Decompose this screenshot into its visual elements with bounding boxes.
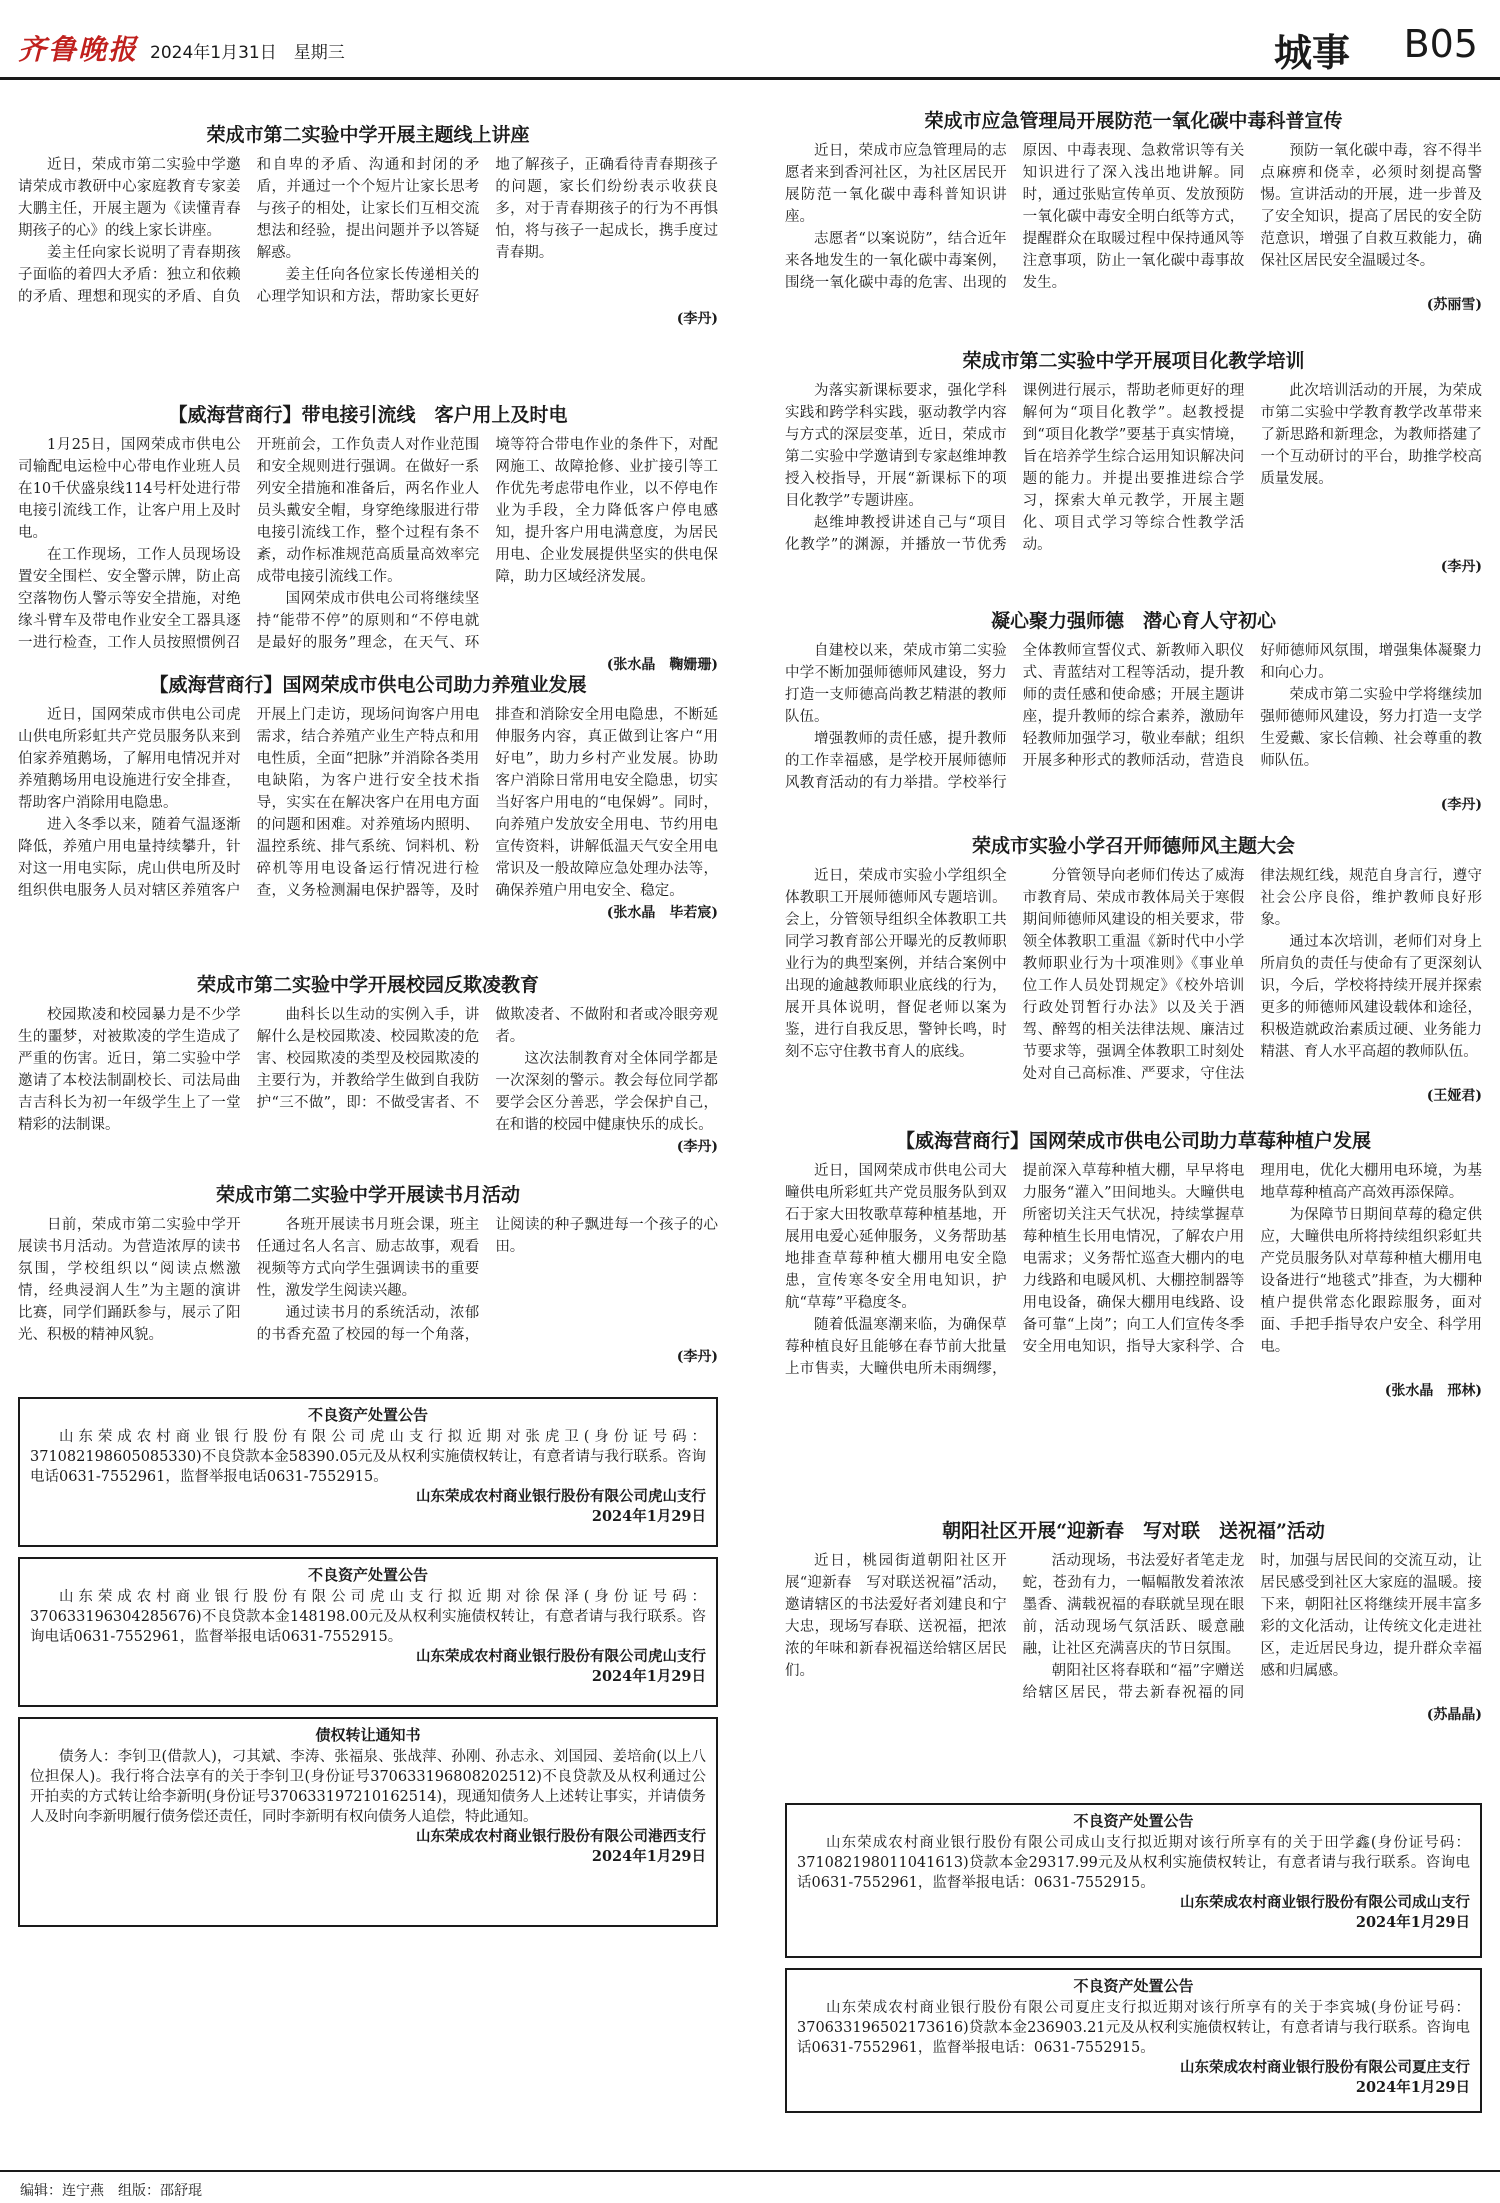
article-paragraph: 此次培训活动的开展，为荣成市第二实验中学教育教学改革带来了新思路和新理念，为教师搭建了一个互动研讨的平台，助推学校高质量发展。 (1260, 383, 1482, 487)
article-paragraph: 为保障节日期间草莓的稳定供应，大疃供电所将持续组织彩虹共产党员服务队对草莓种植大棚用电设备进行“地毯式”排查，为大棚种植户提供常态化跟踪服务，面对面、手把手指导农户安全、科学用电。 (1260, 1207, 1482, 1355)
article (785, 348, 1482, 608)
article-paragraph: 活动现场，书法爱好者笔走龙蛇，苍劲有力，一幅幅散发着浓浓墨香、满载祝福的春联就呈现在眼前，活动现场气氛活跃、暖意融融，让社区充满喜庆的节日氛围。 (1022, 1553, 1245, 1657)
article-title: 荣成市第二实验中学开展读书月活动 (215, 1184, 520, 1206)
article-paragraph: 增强教师的责任感，提升教师的工作幸福感，是学校开展师德师风教育活动的有力举措。学校举行全体教师宣誓仪式、新教师入职仪式、青蓝结对工程等活动，提升教师的责任感和使命感；开展主题讲座，提升教师的综合素养，激励年轻教师加强学习，敬业奉献；组织开展多种形式的教师活动，营造良好师德师风氛围，增强集体凝聚力和向心力。 (785, 643, 1482, 791)
article-paragraph: 校园欺凌和校园暴力是不少学生的噩梦，对被欺凌的学生造成了严重的伤害。近日，第二实验中学邀请了本校法制副校长、司法局曲吉吉科长为初一年级学生上了一堂精彩的法制课。 (18, 1007, 241, 1133)
article (785, 1128, 1482, 1518)
article-paragraph: 曲科长以生动的实例入手，讲解什么是校园欺凌、校园欺凌的危害、校园欺凌的类型及校园欺凌的主要行为，并教给学生做到自我防护“三不做”，即：不做受害者、不做欺凌者、不做附和者或冷眼旁观者。 (256, 1007, 718, 1111)
notice-box (18, 1397, 718, 1547)
notice-title: 债权转让通知书 (315, 1726, 421, 1744)
article (18, 402, 718, 672)
article-byline: (李丹) (676, 1139, 718, 1155)
article-paragraph: 随着低温寒潮来临，为确保草莓种植良好且能够在春节前大批量上市售卖，大疃供电所未雨绸缪，提前深入草莓种植大棚，早早将电力服务“灌入”田间地头。大疃供电所密切关注天气状况，持续掌握草莓种植生长用电情况，了解农户用电需求；义务帮忙巡查大棚内的电力线路和电暖风机、大棚控制器等用电设备，确保大棚用电线路、设备可靠“上岗”；向工人们宣传冬季安全用电知识，指导大家科学、合理用电，优化大棚用电环境，为基地草莓种植高产高效再添保障。 (785, 1163, 1482, 1377)
notice-signature: 山东荣成农村商业银行股份有限公司虎山支行 (416, 1648, 706, 1665)
article (18, 122, 718, 402)
notice-text: 山东荣成农村商业银行股份有限公司虎山支行拟近期对张虎卫(身份证号码：371082198605085330)不良贷款本金58390.05元及从权利实施债权转让，有意者请与我行联系。咨询电话0631-7552961，监督举报电话0631-7552915。 (30, 1429, 706, 1485)
article (18, 1182, 718, 1397)
notice-text: 山东荣成农村商业银行股份有限公司成山支行拟近期对该行所享有的关于田学鑫(身份证号码：371082198011041613)贷款本金29317.99元及从权利实施债权转让，有意者请与我行联系。咨询电话0631-7552961，监督举报电话：0631-7552915。 (797, 1835, 1470, 1891)
notice-signature: 山东荣成农村商业银行股份有限公司夏庄支行 (1180, 2059, 1470, 2076)
article-paragraph: 通过读书月的系统活动，浓郁的书香充盈了校园的每一个角落，让阅读的种子飘进每一个孩子的心田。 (256, 1217, 718, 1343)
article-paragraph: 姜主任向家长说明了青春期孩子面临的着四大矛盾：独立和依赖的矛盾、理想和现实的矛盾、自负和自卑的矛盾、沟通和封闭的矛盾，并通过一个个短片让家长思考与孩子的相处，让家长们互相交流想法和经验，提出问题并予以答疑解惑。 (18, 157, 480, 305)
article-byline: (李丹) (1440, 797, 1482, 813)
article (18, 972, 718, 1182)
article-paragraph: 各班开展读书月班会课，班主任通过名人名言、励志故事，观看视频等方式向学生强调读书的重要性，激发学生阅读兴趣。 (256, 1217, 480, 1299)
article-byline: (李丹) (676, 1349, 718, 1365)
notice-signature: 山东荣成农村商业银行股份有限公司港西支行 (416, 1828, 706, 1845)
notice-date: 2024年1月29日 (591, 1668, 706, 1685)
notice-date: 2024年1月29日 (1355, 2079, 1470, 2096)
article-paragraph: 志愿者“以案说防”，结合近年来各地发生的一氧化碳中毒案例，围绕一氧化碳中毒的危害、出现的原因、中毒表现、急救常识等有关知识进行了深入浅出地讲解。同时，通过张贴宣传单页、发放预防一氧化碳中毒安全明白纸等方式，提醒群众在取暖过程中保持通风等注意事项，防止一氧化碳中毒事故发生。 (785, 143, 1245, 291)
article-title: 朝阳社区开展“迎新春 写对联 送祝福”活动 (942, 1520, 1325, 1542)
article-body (18, 154, 718, 308)
article-byline: (李丹) (1440, 559, 1482, 575)
article-paragraph: 分管领导向老师们传达了威海市教育局、荣成市教体局关于寒假期间师德师风建设的相关要求，带领全体教职工重温《新时代中小学教师职业行为十项准则》《事业单位工作人员处罚规定》《校外培训行政处罚暂行办法》以及关于酒驾、醉驾的相关法律法规、廉洁过节要求等，强调全体教职工时刻处处对自己高标准、严要求，守住法律法规红线，规范自身言行，遵守社会公序良俗，维护教师良好形象。 (1022, 868, 1482, 1082)
notice-text: 山东荣成农村商业银行股份有限公司虎山支行拟近期对徐保泽(身份证号码：370633196304285676)不良贷款本金148198.00元及从权利实施债权转让，有意者请与我行联系。咨询电话0631-7552961，监督举报电话0631-7552915。 (30, 1589, 706, 1645)
notice-signature: 山东荣成农村商业银行股份有限公司虎山支行 (416, 1488, 706, 1505)
article-byline: (张水晶 毕若宸) (606, 905, 718, 921)
article-title: 荣成市应急管理局开展防范一氧化碳中毒科普宣传 (924, 110, 1343, 132)
page-number: B05 (1403, 22, 1478, 66)
article-paragraph: 近日，国网荣成市供电公司大疃供电所彩虹共产党员服务队到双石于家大田牧歌草莓种植基地，开展用电爱心延伸服务，义务帮助基地排查草莓种植大棚用电安全隐患，宣传寒冬安全用电知识，护航“草莓”平稳度冬。 (785, 1163, 1007, 1311)
notice-title: 不良资产处置公告 (1073, 1977, 1194, 1995)
newspaper-logo: 齐鲁晚报 (18, 33, 139, 66)
article-paragraph: 自建校以来，荣成市第二实验中学不断加强师德师风建设，努力打造一支师德高尚教艺精湛的教师队伍。 (785, 643, 1007, 725)
issue-date: 2024年1月31日 星期三 (150, 43, 345, 63)
article-paragraph: 姜主任向各位家长传递相关的心理学知识和方法，帮助家长更好地了解孩子，正确看待青春期孩子的问题，家长们纷纷表示收获良多，对于青春期孩子的行为不再惧怕，将与孩子一起成长，携手度过青春期。 (256, 157, 718, 305)
article-paragraph: 预防一氧化碳中毒，容不得半点麻痹和侥幸，必须时刻提高警惕。宣讲活动的开展，进一步普及了安全知识，提高了居民的安全防范意识，增强了自救互救能力，确保社区居民安全温暖过冬。 (1260, 143, 1482, 269)
notice-title: 不良资产处置公告 (307, 1566, 428, 1584)
article-paragraph: 日前，荣成市第二实验中学开展读书月活动。为营造浓厚的读书氛围，学校组织以“阅读点燃激情，经典浸润人生”为主题的演讲比赛，同学们踊跃参与，展示了阳光、积极的精神风貌。 (18, 1217, 241, 1343)
article-title: 荣成市第二实验中学开展校园反欺凌教育 (196, 974, 539, 996)
notice-title: 不良资产处置公告 (307, 1406, 428, 1424)
article (785, 833, 1482, 1128)
article-title: 荣成市实验小学召开师德师风主题大会 (971, 835, 1295, 857)
article-paragraph: 为落实新课标要求，强化学科实践和跨学科实践，驱动教学内容与方式的深层变革，近日，荣成市第二实验中学邀请到专家赵维坤教授入校指导，开展“新课标下的项目化教学”专题讲座。 (785, 383, 1007, 509)
article-paragraph: 近日，桃园街道朝阳社区开展“迎新春 写对联送祝福”活动，邀请辖区的书法爱好者刘建良和宁大忠，现场写春联、送祝福，把浓浓的年味和新春祝福送给辖区居民们。 (785, 1553, 1007, 1679)
article-title: 荣成市第二实验中学开展主题线上讲座 (206, 124, 530, 146)
article-byline: (苏丽雪) (1426, 297, 1482, 313)
article-body (785, 140, 1482, 294)
article-body (785, 640, 1482, 794)
section-name: 城事 (1273, 30, 1350, 75)
article-paragraph: 近日，荣成市应急管理局的志愿者来到香河社区，为社区居民开展防范一氧化碳中毒科普知识讲座。 (785, 143, 1007, 225)
article-byline: (李丹) (676, 311, 718, 327)
article-body (18, 1004, 718, 1136)
article-title: 荣成市第二实验中学开展项目化教学培训 (962, 350, 1305, 372)
article-byline: (苏晶晶) (1426, 1707, 1482, 1723)
article-body (18, 434, 718, 654)
article-byline: (王娅君) (1426, 1088, 1482, 1104)
article-paragraph: 通过本次培训，老师们对身上所肩负的责任与使命有了更深刻认识，今后，学校将持续开展并探索更多的师德师风建设载体和途径，积极造就政治素质过硬、业务能力精湛、育人水平高超的教师队伍。 (1260, 934, 1482, 1060)
notice-signature: 山东荣成农村商业银行股份有限公司成山支行 (1180, 1894, 1470, 1911)
article-paragraph: 近日，国网荣成市供电公司虎山供电所彩虹共产党员服务队来到伯家养殖鹅场，了解用电情况并对养殖鹅场用电设施进行安全排查，帮助客户消除用电隐患。 (18, 707, 241, 811)
notice-date: 2024年1月29日 (591, 1848, 706, 1865)
article-title: 【威海营商行】国网荣成市供电公司助力养殖业发展 (149, 674, 587, 696)
article-paragraph: 1月25日，国网荣成市供电公司输配电运检中心带电作业班人员在10千伏盛泉线114号杆处进行带电接引流线工作，让客户用上及时电。 (18, 437, 241, 541)
article-body (785, 380, 1482, 556)
article-title: 凝心聚力强师德 潜心育人守初心 (990, 610, 1276, 632)
notice-box (785, 1968, 1482, 2113)
article (18, 672, 718, 972)
article-byline: (张水晶 邢林) (1384, 1383, 1482, 1399)
article-title: 【威海营商行】带电接引流线 客户用上及时电 (168, 404, 568, 426)
article-paragraph: 荣成市第二实验中学将继续加强师德师风建设，努力打造一支学生爱戴、家长信赖、社会尊重的教师队伍。 (1260, 687, 1482, 769)
article-body (18, 704, 718, 902)
notice-box (18, 1717, 718, 1927)
article-paragraph: 朝阳社区将春联和“福”字赠送给辖区居民，带去新春祝福的同时，加强与居民间的交流互动，让居民感受到社区大家庭的温暖。接下来，朝阳社区将继续开展丰富多彩的文化活动，让传统文化走进社区，走近居民身边，提升群众幸福感和归属感。 (1022, 1553, 1482, 1701)
article (785, 608, 1482, 833)
article-paragraph: 近日，荣成市实验小学组织全体教职工开展师德师风专题培训。会上，分管领导组织全体教职工共同学习教育部公开曝光的反教师职业行为的典型案例，并结合案例中出现的逾越教师职业底线的行为，展开具体说明，督促老师以案为鉴，进行自我反思，警钟长鸣，时刻不忘守住教书育人的底线。 (785, 868, 1007, 1060)
page-header (0, 0, 1500, 80)
notice-date: 2024年1月29日 (1355, 1914, 1470, 1931)
article-body (785, 1160, 1482, 1380)
article-paragraph: 这次法制教育对全体同学都是一次深刻的警示。教会每位同学都要学会区分善恶，学会保护自己，在和谐的校园中健康快乐的成长。 (495, 1051, 718, 1133)
notice-box (18, 1557, 718, 1707)
left-column (18, 122, 718, 1937)
notice-title: 不良资产处置公告 (1073, 1812, 1194, 1830)
article-paragraph: 国网荣成市供电公司将继续坚持“能带不停”的原则和“不停电就是最好的服务”理念，在天气、环境等符合带电作业的条件下，对配网施工、故障抢修、业扩接引等工作优先考虑带电作业，以不停电作业为手段，全力降低客户停电感知，提升客户用电满意度，为居民用电、企业发展提供坚实的供电保障，助力区域经济发展。 (256, 437, 718, 651)
article (785, 108, 1482, 348)
article-body (785, 1550, 1482, 1704)
article-title: 【威海营商行】国网荣成市供电公司助力草莓种植户发展 (895, 1130, 1371, 1152)
article-byline: (张水晶 鞠姗珊) (606, 657, 718, 672)
article-body (785, 865, 1482, 1085)
page-footer: 编辑：连宁燕 组版：邵舒琨 (0, 2170, 1500, 2203)
article (785, 1518, 1482, 1803)
notice-date: 2024年1月29日 (591, 1508, 706, 1525)
article-paragraph: 赵维坤教授讲述自己与“项目化教学”的渊源，并播放一节优秀课例进行展示，帮助老师更好的理解何为“项目化教学”。赵教授提到“项目化教学”要基于真实情境，旨在培养学生综合运用知识解决问题的能力。并提出要推进综合学习，探索大单元教学，开展主题化、项目式学习等综合性教学活动。 (785, 383, 1245, 553)
article-paragraph: 在工作现场，工作人员现场设置安全围栏、安全警示牌，防止高空落物伤人警示等安全措施，对绝缘斗臂车及带电作业安全工器具逐一进行检查，工作人员按照惯例召开班前会，工作负责人对作业范围和安全规则进行强调。在做好一系列安全措施和准备后，两名作业人员头戴安全帽，身穿绝缘服进行带电接引流线工作，整个过程有条不紊，动作标准规范高质量高效率完成带电接引流线工作。 (18, 437, 480, 651)
notice-box (785, 1803, 1482, 1958)
article-paragraph: 进入冬季以来，随着气温逐渐降低，养殖户用电量持续攀升，针对这一用电实际，虎山供电所及时组织供电服务人员对辖区养殖客户开展上门走访，现场问询客户用电需求，结合养殖产业生产特点和用电性质，全面“把脉”并消除各类用电缺陷，为客户进行安全技术指导，实实在在解决客户在用电方面的问题和困难。对养殖场内照明、温控系统、排气系统、饲料机、粉碎机等用电设备运行情况进行检查，义务检测漏电保护器等，及时排查和消除安全用电隐患，不断延伸服务内容，真正做到让客户“用好电”，助力乡村产业发展。协助客户消除日常用电安全隐患，切实当好客户用电的“电保姆”。同时，向养殖户发放安全用电、节约用电宣传资料，讲解低温天气安全用电常识及一般故障应急处理办法等，确保养殖户用电安全、稳定。 (18, 707, 718, 899)
right-column (785, 108, 1482, 2123)
notice-text: 债务人：李钊卫(借款人)，刁其斌、李涛、张福泉、张战萍、孙刚、孙志永、刘国园、姜培俞(以上八位担保人)。我行将合法享有的关于李钊卫(身份证号370633196808202512)不良贷款及从权利通过公开拍卖的方式转让给李新明(身份证号370633197210162514)，现通知债务人上述转让事实，并请债务人及时向李新明履行债务偿还责任，同时李新明有权向债务人追偿，特此通知。 (30, 1749, 706, 1825)
article-paragraph: 近日，荣成市第二实验中学邀请荣成市教研中心家庭教育专家姜大鹏主任，开展主题为《读懂青春期孩子的心》的线上家长讲座。 (18, 157, 241, 239)
notice-text: 山东荣成农村商业银行股份有限公司夏庄支行拟近期对该行所享有的关于李宾城(身份证号码：370633196502173616)贷款本金236903.21元及从权利实施债权转让，有意者请与我行联系。咨询电话0631-7552961，监督举报电话：0631-7552915。 (797, 2000, 1470, 2056)
article-body (18, 1214, 718, 1346)
